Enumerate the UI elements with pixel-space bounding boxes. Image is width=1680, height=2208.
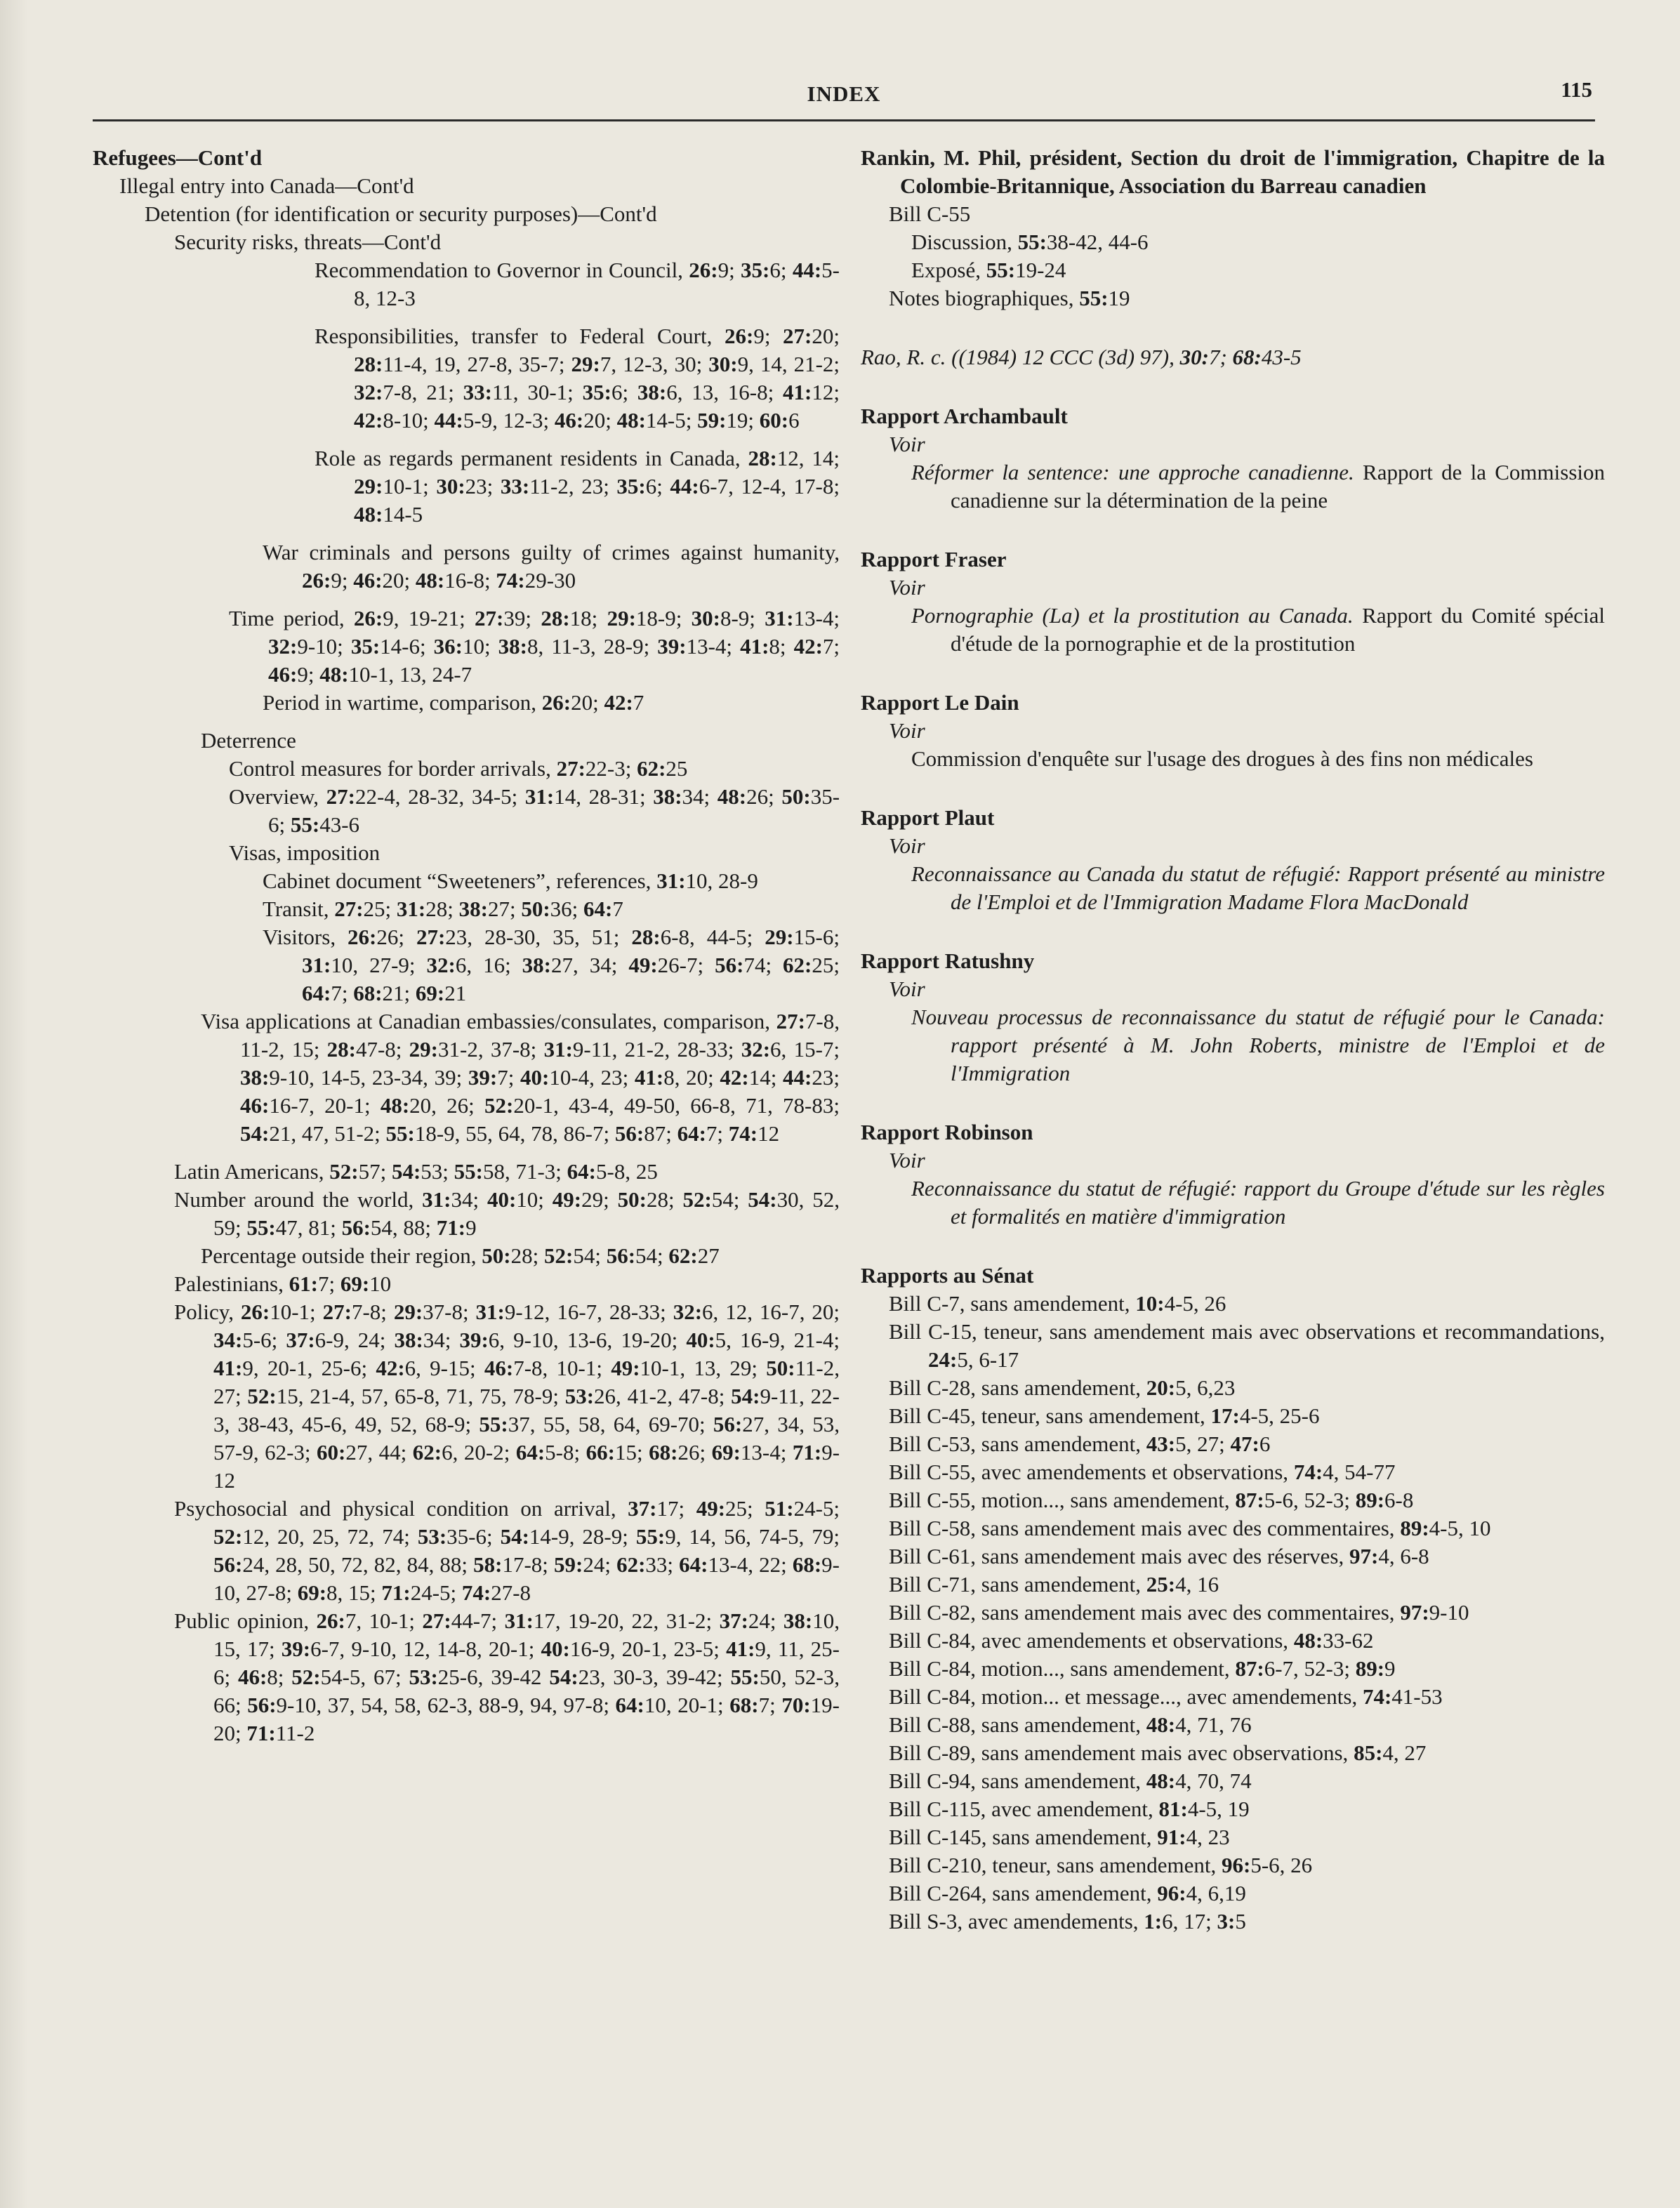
issue-number: 70:	[781, 1693, 811, 1717]
issue-number: 41:	[740, 634, 769, 659]
issue-number: 89:	[1355, 1656, 1385, 1681]
issue-number: 35:	[616, 474, 646, 498]
issue-number: 31:	[524, 784, 555, 809]
page-number: 115	[1561, 77, 1592, 102]
issue-number: 31:	[422, 1187, 451, 1212]
issue-number: 37:	[628, 1496, 657, 1521]
issue-number: 48:	[616, 408, 646, 432]
issue-number: 64:	[583, 897, 613, 921]
issue-number: 39:	[281, 1637, 311, 1661]
issue-number: 49:	[552, 1187, 582, 1212]
index-subentry: Bill C-145, sans amendement, 91:4, 23	[889, 1825, 1230, 1849]
issue-number: 74:	[461, 1580, 491, 1605]
issue-number: 46:	[484, 1356, 514, 1380]
issue-number: 26:	[348, 925, 377, 949]
see-label: Voir	[889, 575, 925, 600]
see-label: Voir	[889, 718, 925, 743]
cross-reference: Réformer la sentence: une approche canadienne. Rapport de la Commission canadienne sur la détermination de la peine	[911, 460, 1605, 513]
issue-number: 69:	[711, 1440, 741, 1465]
issue-number: 36:	[433, 634, 463, 659]
issue-number: 38:	[522, 953, 551, 977]
issue-number: 48:	[1293, 1628, 1323, 1653]
issue-number: 53:	[409, 1665, 438, 1689]
issue-number: 41:	[726, 1637, 755, 1661]
index-subentry: Security risks, threats—Cont'd	[174, 230, 442, 254]
issue-number: 50:	[766, 1356, 795, 1380]
issue-number: 64:	[615, 1693, 644, 1717]
index-subentry: Bill C-15, teneur, sans amendement mais avec observations et recommandations, 24:5, 6-17	[889, 1319, 1605, 1372]
issue-number: 48:	[1146, 1712, 1176, 1737]
issue-number: 27:	[783, 324, 812, 348]
issue-number: 52:	[291, 1665, 321, 1689]
issue-number: 81:	[1158, 1797, 1188, 1821]
issue-number: 55:	[246, 1215, 276, 1240]
issue-number: 24:	[928, 1347, 958, 1372]
issue-number: 87:	[1235, 1656, 1264, 1681]
issue-number: 64:	[679, 1552, 708, 1577]
issue-number: 26:	[724, 324, 754, 348]
issue-number: 96:	[1157, 1881, 1186, 1905]
issue-number: 59:	[554, 1552, 583, 1577]
issue-number: 52:	[484, 1093, 514, 1118]
issue-number: 29:	[409, 1037, 438, 1062]
index-subentry: Bill C-55, motion..., sans amendement, 87:5-6, 52-3; 89:6-8	[889, 1488, 1414, 1512]
issue-number: 40:	[541, 1637, 570, 1661]
issue-number: 54:	[240, 1121, 270, 1146]
issue-number: 29:	[607, 606, 636, 630]
issue-number: 55:	[290, 812, 320, 837]
issue-number: 51:	[765, 1496, 794, 1521]
issue-number: 62:	[637, 756, 666, 781]
index-subentry: Palestinians, 61:7; 69:10	[174, 1271, 392, 1296]
index-subentry: Responsibilities, transfer to Federal Court, 26:9; 27:20; 28:11-4, 19, 27-8, 35-7; 29:7, 12-3, 30; 30:9, 14, 21-2; 32:7-8, 21; 33:11, 30-1; 35:6; 38:6, 13, 16-8; 41:12; 42:8-10; 44:5-9, 12-3; 46:20; 48:14-5; 59:19; 60:6	[315, 324, 840, 432]
issue-number: 38:	[458, 897, 488, 921]
issue-number: 27:	[416, 925, 446, 949]
issue-number: 62:	[616, 1552, 646, 1577]
issue-number: 47:	[1230, 1432, 1259, 1456]
issue-number: 3:	[1217, 1909, 1236, 1933]
issue-number: 28:	[354, 352, 383, 376]
issue-number: 42:	[354, 408, 383, 432]
issue-number: 55:	[730, 1665, 760, 1689]
issue-number: 38:	[783, 1608, 813, 1633]
index-subentry: Deterrence	[201, 728, 296, 753]
issue-number: 71:	[792, 1440, 822, 1465]
issue-number: 29:	[765, 925, 794, 949]
issue-number: 44:	[434, 408, 463, 432]
index-subentry: Visas, imposition	[229, 840, 381, 865]
index-subentry: Detention (for identification or security purposes)—Cont'd	[145, 201, 657, 226]
index-subentry: Bill C-84, motion... et message..., avec amendements, 74:41-53	[889, 1684, 1443, 1709]
issue-number: 26:	[316, 1608, 345, 1633]
issue-number: 30:	[436, 474, 465, 498]
issue-number: 55:	[479, 1412, 508, 1436]
issue-number: 60:	[317, 1440, 346, 1465]
issue-number: 89:	[1400, 1516, 1429, 1540]
issue-number: 46:	[268, 662, 298, 687]
index-subentry: Notes biographiques, 55:19	[889, 286, 1130, 310]
issue-number: 28:	[748, 446, 777, 470]
issue-number: 26:	[353, 606, 383, 630]
index-subentry: Illegal entry into Canada—Cont'd	[119, 173, 414, 198]
cross-reference: Commission d'enquête sur l'usage des drogues à des fins non médicales	[911, 746, 1533, 771]
issue-number: 31:	[504, 1608, 534, 1633]
issue-number: 68:	[1232, 345, 1262, 369]
index-subentry: Bill C-115, avec amendement, 81:4-5, 19	[889, 1797, 1250, 1821]
index-subentry: Bill C-7, sans amendement, 10:4-5, 26	[889, 1291, 1226, 1316]
issue-number: 85:	[1354, 1740, 1383, 1765]
index-subentry: Visa applications at Canadian embassies/consulates, comparison, 27:7-8, 11-2, 15; 28:47-8; 29:31-2, 37-8; 31:9-11, 21-2, 28-33; 32:6, 15-7; 38:9-10, 14-5, 23-34, 39; 39:7; 40:10-4, 23; 41:8, 20; 42:14; 44:23; 46:16-7, 20-1; 48:20, 26; 52:20-1, 43-4, 49-50, 66-8, 71, 78-83; 54:21, 47, 51-2; 55:18-9, 55, 64, 78, 86-7; 56:87; 64:7; 74:12	[201, 1009, 840, 1146]
issue-number: 31:	[475, 1300, 505, 1324]
issue-number: 35:	[741, 258, 770, 282]
issue-number: 39:	[459, 1328, 489, 1352]
issue-number: 29:	[354, 474, 383, 498]
issue-number: 40:	[686, 1328, 715, 1352]
issue-number: 26:	[302, 568, 331, 593]
issue-number: 42:	[720, 1065, 749, 1090]
issue-number: 53:	[417, 1524, 447, 1549]
issue-number: 56:	[715, 953, 744, 977]
issue-number: 41:	[634, 1065, 664, 1090]
issue-number: 33:	[463, 380, 492, 404]
issue-number: 74:	[728, 1121, 758, 1146]
issue-number: 55:	[1079, 286, 1109, 310]
index-heading-le-dain: Rapport Le Dain	[861, 690, 1019, 715]
issue-number: 44:	[670, 474, 699, 498]
issue-number: 59:	[697, 408, 727, 432]
issue-number: 62:	[412, 1440, 442, 1465]
issue-number: 71:	[246, 1721, 276, 1745]
issue-number: 61:	[289, 1271, 318, 1296]
issue-number: 48:	[354, 502, 383, 527]
issue-number: 46:	[237, 1665, 267, 1689]
issue-number: 29:	[393, 1300, 423, 1324]
issue-number: 56:	[341, 1215, 371, 1240]
issue-number: 41:	[213, 1356, 243, 1380]
index-subentry: Bill C-71, sans amendement, 25:4, 16	[889, 1572, 1219, 1596]
index-subentry: Bill C-82, sans amendement mais avec des commentaires, 97:9-10	[889, 1600, 1469, 1625]
issue-number: 39:	[657, 634, 687, 659]
index-subentry: Bill C-55, avec amendements et observations, 74:4, 54-77	[889, 1460, 1396, 1484]
issue-number: 17:	[1210, 1403, 1240, 1428]
index-subentry: Period in wartime, comparison, 26:20; 42:7	[263, 690, 644, 715]
issue-number: 56:	[213, 1552, 243, 1577]
index-subentry: Cabinet document “Sweeteners”, references, 31:10, 28-9	[263, 868, 758, 893]
left-column	[93, 144, 840, 1747]
issue-number: 48:	[717, 784, 747, 809]
issue-number: 55:	[1017, 230, 1047, 254]
issue-number: 68:	[649, 1440, 678, 1465]
issue-number: 49:	[628, 953, 658, 977]
issue-number: 56:	[606, 1243, 636, 1268]
issue-number: 27:	[475, 606, 504, 630]
issue-number: 42:	[376, 1356, 405, 1380]
issue-number: 54:	[391, 1159, 421, 1184]
index-subentry: Bill C-84, avec amendements et observations, 48:33-62	[889, 1628, 1374, 1653]
issue-number: 27:	[422, 1608, 451, 1633]
issue-number: 29:	[571, 352, 600, 376]
index-subentry: Bill C-58, sans amendement mais avec des commentaires, 89:4-5, 10	[889, 1516, 1491, 1540]
issue-number: 1:	[1144, 1909, 1163, 1933]
issue-number: 49:	[696, 1496, 726, 1521]
issue-number: 35:	[350, 634, 381, 659]
issue-number: 38:	[653, 784, 682, 809]
issue-number: 66:	[586, 1440, 615, 1465]
issue-number: 30:	[708, 352, 738, 376]
issue-number: 46:	[554, 408, 584, 432]
issue-number: 64:	[677, 1121, 706, 1146]
issue-number: 97:	[1400, 1600, 1429, 1625]
issue-number: 10:	[1135, 1291, 1165, 1316]
issue-number: 96:	[1222, 1853, 1251, 1877]
index-heading-refugees: Refugees—Cont'd	[93, 145, 263, 170]
index-heading-rao: Rao, R. c. ((1984) 12 CCC (3d) 97), 30:7; 68:43-5	[861, 345, 1302, 369]
index-subentry: Transit, 27:25; 31:28; 38:27; 50:36; 64:7	[263, 897, 623, 921]
cross-reference: Reconnaissance du statut de réfugié: rapport du Groupe d'étude sur les règles et formalités en matière d'immigration	[911, 1176, 1605, 1229]
issue-number: 56:	[247, 1693, 277, 1717]
issue-number: 52:	[682, 1187, 712, 1212]
issue-number: 46:	[353, 568, 383, 593]
issue-number: 87:	[1235, 1488, 1264, 1512]
issue-number: 25:	[1146, 1572, 1176, 1596]
issue-number: 32:	[354, 380, 383, 404]
index-subentry: Bill C-89, sans amendement mais avec observations, 85:4, 27	[889, 1740, 1427, 1765]
see-label: Voir	[889, 833, 925, 858]
issue-number: 37:	[719, 1608, 748, 1633]
issue-number: 69:	[340, 1271, 370, 1296]
index-heading-rapports-senat: Rapports au Sénat	[861, 1263, 1034, 1288]
index-subentry: Visitors, 26:26; 27:23, 28-30, 35, 51; 28:6-8, 44-5; 29:15-6; 31:10, 27-9; 32:6, 16; 38:27, 34; 49:26-7; 56:74; 62:25; 64:7; 68:21; 69:21	[263, 925, 840, 1005]
index-subentry: Overview, 27:22-4, 28-32, 34-5; 31:14, 28-31; 38:34; 48:26; 50:35-6; 55:43-6	[229, 784, 840, 837]
issue-number: 48:	[380, 1093, 410, 1118]
index-subentry: Bill C-210, teneur, sans amendement, 96:5-6, 26	[889, 1853, 1313, 1877]
cross-reference: Reconnaissance au Canada du statut de réfugié: Rapport présenté au ministre de l'Emploi et de l'Immigration Madame Flora MacDonald	[911, 861, 1605, 914]
issue-number: 71:	[436, 1215, 466, 1240]
issue-number: 44:	[783, 1065, 812, 1090]
index-heading-ratushny: Rapport Ratushny	[861, 948, 1035, 973]
issue-number: 60:	[759, 408, 789, 432]
issue-number: 38:	[637, 380, 667, 404]
issue-number: 32:	[673, 1300, 703, 1324]
issue-number: 56:	[614, 1121, 644, 1146]
index-subentry: Number around the world, 31:34; 40:10; 49:29; 50:28; 52:54; 54:30, 52, 59; 55:47, 81; 56:54, 88; 71:9	[174, 1187, 840, 1240]
issue-number: 74:	[496, 568, 525, 593]
issue-number: 55:	[635, 1524, 666, 1549]
index-subentry: Discussion, 55:38-42, 44-6	[911, 230, 1149, 254]
issue-number: 31:	[396, 897, 426, 921]
issue-number: 91:	[1157, 1825, 1186, 1849]
index-subentry: Bill C-55	[889, 201, 971, 226]
right-column	[861, 144, 1605, 1936]
index-subentry: Role as regards permanent residents in Canada, 28:12, 14; 29:10-1; 30:23; 33:11-2, 23; 35:6; 44:6-7, 12-4, 17-8; 48:14-5	[315, 446, 840, 527]
issue-number: 42:	[604, 690, 633, 715]
issue-number: 27:	[322, 1300, 352, 1324]
index-subentry: Bill C-94, sans amendement, 48:4, 70, 74	[889, 1769, 1252, 1793]
index-subentry: Bill C-61, sans amendement mais avec des réserves, 97:4, 6-8	[889, 1544, 1429, 1568]
issue-number: 50:	[781, 784, 811, 809]
issue-number: 52:	[213, 1524, 243, 1549]
issue-number: 43:	[1146, 1432, 1176, 1456]
issue-number: 31:	[543, 1037, 573, 1062]
issue-number: 54:	[549, 1665, 578, 1689]
issue-number: 89:	[1355, 1488, 1385, 1512]
issue-number: 64:	[302, 981, 331, 1005]
issue-number: 31:	[765, 606, 794, 630]
issue-number: 68:	[792, 1552, 822, 1577]
index-subentry: Bill C-264, sans amendement, 96:4, 6,19	[889, 1881, 1246, 1905]
issue-number: 42:	[793, 634, 823, 659]
issue-number: 68:	[353, 981, 383, 1005]
index-subentry: Time period, 26:9, 19-21; 27:39; 28:18; 29:18-9; 30:8-9; 31:13-4; 32:9-10; 35:14-6; 36:10; 38:8, 11-3, 28-9; 39:13-4; 41:8; 42:7; 46:9; 48:10-1, 13, 24-7	[229, 606, 840, 687]
issue-number: 26:	[240, 1300, 270, 1324]
issue-number: 46:	[240, 1093, 270, 1118]
index-subentry: Control measures for border arrivals, 27:22-3; 62:25	[229, 756, 688, 781]
issue-number: 27:	[326, 784, 355, 809]
issue-number: 68:	[729, 1693, 759, 1717]
index-subentry: War criminals and persons guilty of crimes against humanity, 26:9; 46:20; 48:16-8; 74:29-30	[263, 540, 840, 593]
see-label: Voir	[889, 977, 925, 1001]
issue-number: 35:	[582, 380, 611, 404]
issue-number: 28:	[541, 606, 570, 630]
see-label: Voir	[889, 432, 925, 456]
issue-number: 48:	[1146, 1769, 1176, 1793]
issue-number: 48:	[415, 568, 445, 593]
index-subentry: Bill C-88, sans amendement, 48:4, 71, 76	[889, 1712, 1252, 1737]
issue-number: 28:	[326, 1037, 356, 1062]
issue-number: 52:	[543, 1243, 574, 1268]
cross-reference: Pornographie (La) et la prostitution au Canada. Rapport du Comité spécial d'étude de la pornographie et de la prostitution	[911, 603, 1606, 656]
issue-number: 39:	[468, 1065, 498, 1090]
issue-number: 62:	[783, 953, 812, 977]
index-heading-plaut: Rapport Plaut	[861, 805, 995, 830]
issue-number: 50:	[617, 1187, 647, 1212]
issue-number: 74:	[1362, 1684, 1392, 1709]
cross-reference: Nouveau processus de reconnaissance du statut de réfugié pour le Canada: rapport présenté à M. John Roberts, ministre de l'Emploi et de l'Immigration	[911, 1005, 1605, 1085]
issue-number: 62:	[668, 1243, 698, 1268]
issue-number: 58:	[473, 1552, 503, 1577]
index-subentry: Bill C-84, motion..., sans amendement, 87:6-7, 52-3; 89:9	[889, 1656, 1396, 1681]
index-subentry: Bill C-53, sans amendement, 43:5, 27; 47:6	[889, 1432, 1271, 1456]
issue-number: 54:	[731, 1384, 760, 1408]
issue-number: 38:	[498, 634, 527, 659]
issue-number: 33:	[500, 474, 530, 498]
index-subentry: Bill C-28, sans amendement, 20:5, 6,23	[889, 1375, 1236, 1400]
index-subentry: Bill C-45, teneur, sans amendement, 17:4-5, 25-6	[889, 1403, 1320, 1428]
issue-number: 31:	[656, 868, 686, 893]
issue-number: 38:	[394, 1328, 423, 1352]
issue-number: 71:	[381, 1580, 411, 1605]
index-subentry: Recommendation to Governor in Council, 26:9; 35:6; 44:5-8, 12-3	[315, 258, 840, 310]
index-subentry: Public opinion, 26:7, 10-1; 27:44-7; 31:17, 19-20, 22, 31-2; 37:24; 38:10, 15, 17; 39:6-7, 9-10, 12, 14-8, 20-1; 40:16-9, 20-1, 23-5; 41:9, 11, 25-6; 46:8; 52:54-5, 67; 53:25-6, 39-42 54:23, 30-3, 39-42; 55:50, 52-3, 66; 56:9-10, 37, 54, 58, 62-3, 88-9, 94, 97-8; 64:10, 20-1; 68:7; 70:19-20; 71:11-2	[174, 1608, 840, 1745]
issue-number: 56:	[713, 1412, 743, 1436]
index-subentry: Exposé, 55:19-24	[911, 258, 1066, 282]
issue-number: 26:	[689, 258, 718, 282]
index-subentry: Latin Americans, 52:57; 54:53; 55:58, 71-3; 64:5-8, 25	[174, 1159, 658, 1184]
issue-number: 55:	[986, 258, 1016, 282]
issue-number: 69:	[415, 981, 445, 1005]
index-subentry: Bill S-3, avec amendements, 1:6, 17; 3:5	[889, 1909, 1246, 1933]
issue-number: 20:	[1146, 1375, 1176, 1400]
index-heading-robinson: Rapport Robinson	[861, 1120, 1033, 1144]
issue-number: 40:	[487, 1187, 517, 1212]
issue-number: 27:	[776, 1009, 805, 1033]
issue-number: 50:	[521, 897, 550, 921]
see-label: Voir	[889, 1148, 925, 1172]
issue-number: 38:	[240, 1065, 270, 1090]
issue-number: 53:	[564, 1384, 595, 1408]
issue-number: 54:	[748, 1187, 777, 1212]
issue-number: 64:	[567, 1159, 596, 1184]
issue-number: 41:	[783, 380, 812, 404]
issue-number: 49:	[611, 1356, 640, 1380]
issue-number: 44:	[792, 258, 822, 282]
index-heading-archambault: Rapport Archambault	[861, 404, 1068, 428]
issue-number: 54:	[500, 1524, 529, 1549]
issue-number: 52:	[329, 1159, 359, 1184]
issue-number: 52:	[247, 1384, 277, 1408]
issue-number: 30:	[691, 606, 720, 630]
index-heading-fraser: Rapport Fraser	[861, 547, 1007, 571]
issue-number: 69:	[297, 1580, 327, 1605]
issue-number: 27:	[334, 897, 364, 921]
page-header	[93, 77, 1595, 121]
issue-number: 64:	[515, 1440, 545, 1465]
issue-number: 50:	[482, 1243, 511, 1268]
issue-number: 31:	[302, 953, 331, 977]
index-subentry: Percentage outside their region, 50:28; 52:54; 56:54; 62:27	[201, 1243, 720, 1268]
issue-number: 40:	[520, 1065, 550, 1090]
issue-number: 34:	[213, 1328, 243, 1352]
index-heading-rankin: Rankin, M. Phil, président, Section du droit de l'immigration, Chapitre de la Colombie-Britannique, Association du Barreau canadien	[861, 145, 1605, 198]
issue-number: 27:	[556, 756, 586, 781]
issue-number: 32:	[426, 953, 456, 977]
issue-number: 32:	[268, 634, 298, 659]
issue-number: 28:	[631, 925, 661, 949]
index-subentry: Policy, 26:10-1; 27:7-8; 29:37-8; 31:9-12, 16-7, 28-33; 32:6, 12, 16-7, 20; 34:5-6; 37:6-9, 24; 38:34; 39:6, 9-10, 13-6, 19-20; 40:5, 16-9, 21-4; 41:9, 20-1, 25-6; 42:6, 9-15; 46:7-8, 10-1; 49:10-1, 13, 29; 50:11-2, 27; 52:15, 21-4, 57, 65-8, 71, 75, 78-9; 53:26, 41-2, 47-8; 54:9-11, 22-3, 38-43, 45-6, 49, 52, 68-9; 55:37, 55, 58, 64, 69-70; 56:27, 34, 53, 57-9, 62-3; 60:27, 44; 62:6, 20-2; 64:5-8; 66:15; 68:26; 69:13-4; 71:9-12	[174, 1300, 840, 1493]
issue-number: 74:	[1293, 1460, 1323, 1484]
running-head: INDEX	[807, 81, 881, 106]
issue-number: 37:	[286, 1328, 315, 1352]
issue-number: 55:	[454, 1159, 483, 1184]
issue-number: 48:	[319, 662, 349, 687]
issue-number: 30:	[1179, 345, 1209, 369]
issue-number: 97:	[1349, 1544, 1379, 1568]
index-subentry: Psychosocial and physical condition on arrival, 37:17; 49:25; 51:24-5; 52:12, 20, 25, 72, 74; 53:35-6; 54:14-9, 28-9; 55:9, 14, 56, 74-5, 79; 56:24, 28, 50, 72, 82, 84, 88; 58:17-8; 59:24; 62:33; 64:13-4, 22; 68:9-10, 27-8; 69:8, 15; 71:24-5; 74:27-8	[174, 1496, 840, 1605]
issue-number: 55:	[385, 1121, 415, 1146]
issue-number: 32:	[741, 1037, 771, 1062]
issue-number: 26:	[541, 690, 571, 715]
